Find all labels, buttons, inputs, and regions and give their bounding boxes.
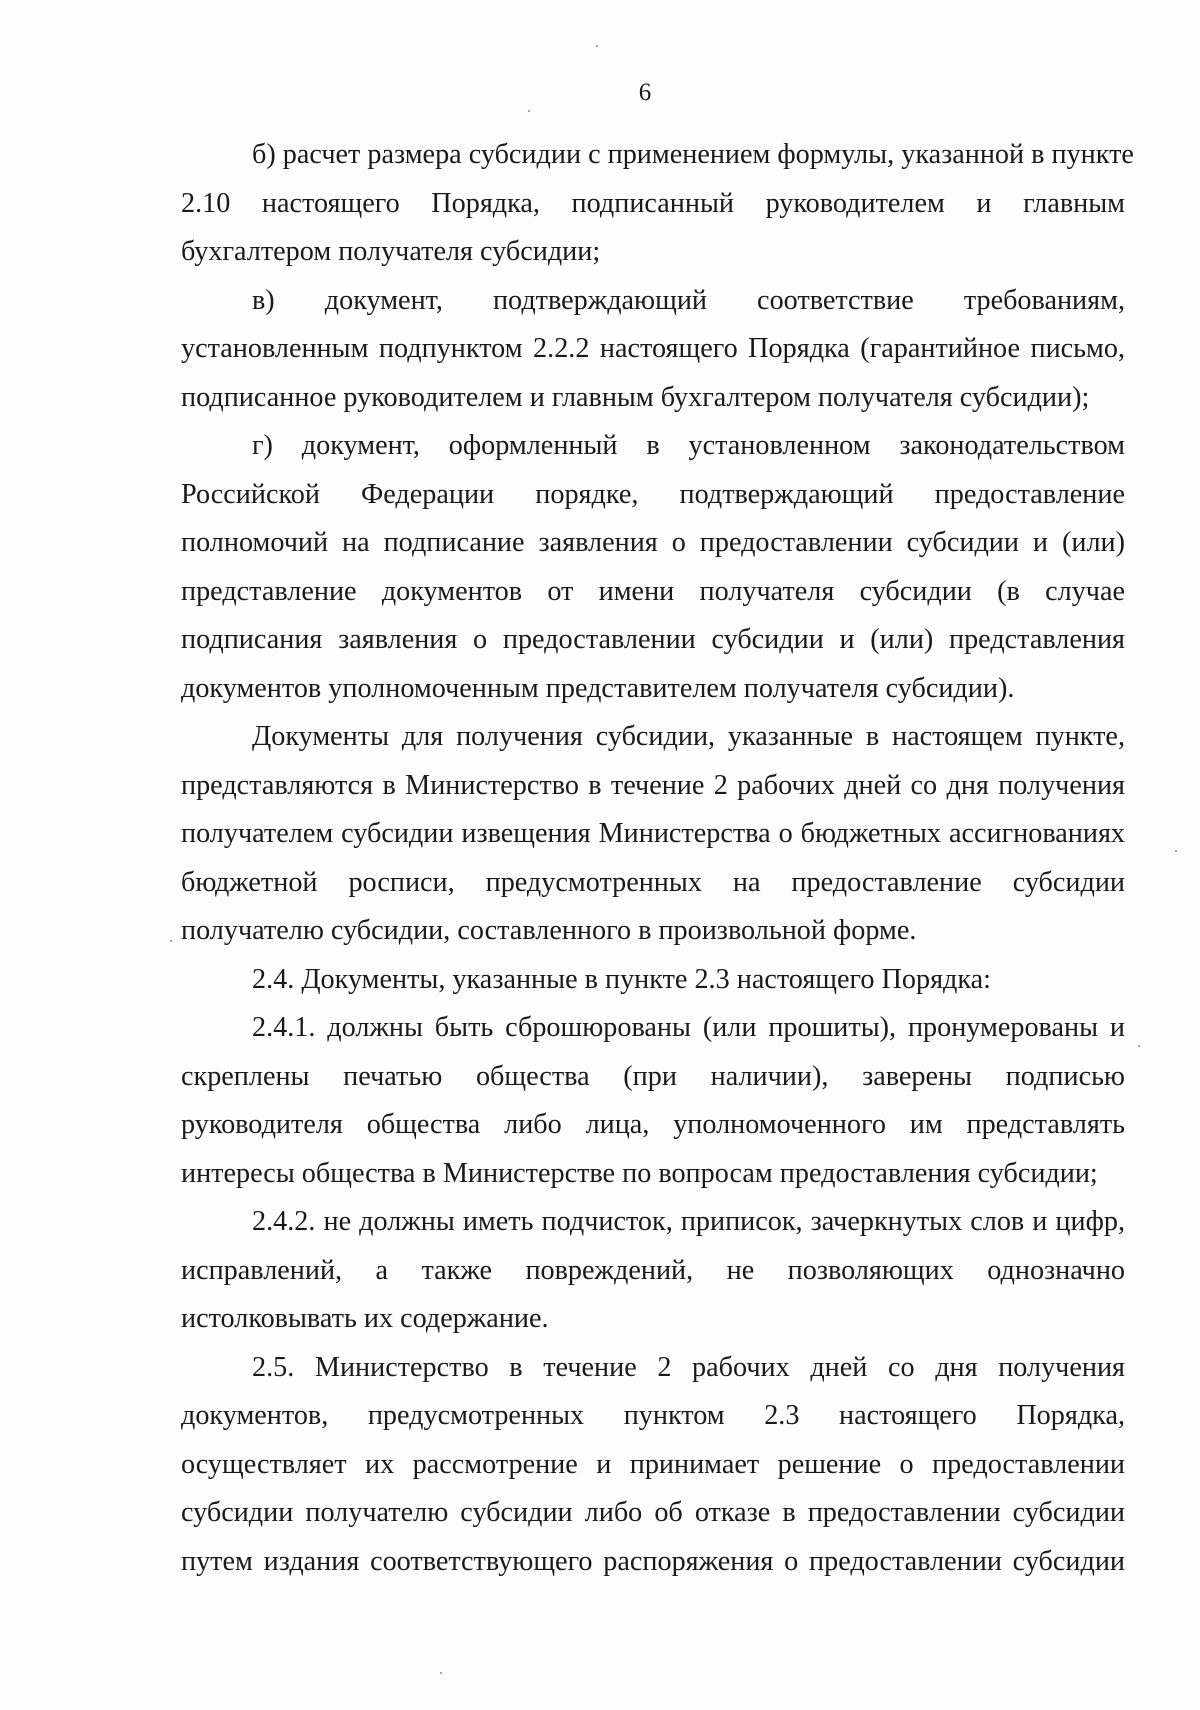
- scan-speck: [596, 45, 598, 47]
- text-line: интересы общества в Министерстве по вопросам предоставления субсидии;: [181, 1157, 1098, 1189]
- text-line: осуществляет их рассмотрение и принимает решение о предоставлении: [181, 1448, 1125, 1480]
- text-line: Российской Федерации порядке, подтверждающий предоставление: [181, 478, 1125, 510]
- text-line: полномочий на подписание заявления о предоставлении субсидии и (или): [181, 527, 1125, 558]
- text-line: представляются в Министерство в течение 2 рабочих дней со дня получения: [181, 769, 1125, 801]
- text-line: бюджетной росписи, предусмотренных на предоставление субсидии: [181, 866, 1125, 898]
- text-line: истолковывать их содержание.: [181, 1303, 549, 1334]
- text-line: исправлений, а также повреждений, не позволяющих однозначно: [181, 1254, 1125, 1286]
- text-line: путем издания соответствующего распоряжения о предоставлении субсидии: [181, 1545, 1125, 1577]
- text-line: субсидии получателю субсидии либо об отказе в предоставлении субсидии: [181, 1497, 1125, 1528]
- document-body: [181, 131, 1134, 1586]
- scan-speck: [170, 940, 172, 942]
- text-line: руководителя общества либо лица, уполномоченного им представлять: [181, 1109, 1125, 1140]
- text-line: 2.4.1. должны быть сброшюрованы (или прошиты), пронумерованы и: [252, 1012, 1125, 1043]
- text-line: бухгалтером получателя субсидии;: [181, 236, 601, 267]
- text-line: 2.4.2. не должны иметь подчисток, приписок, зачеркнутых слов и цифр,: [252, 1206, 1125, 1237]
- text-line: 2.4. Документы, указанные в пункте 2.3 настоящего Порядка:: [252, 963, 991, 995]
- text-line: 2.5. Министерство в течение 2 рабочих дней со дня получения: [252, 1351, 1125, 1383]
- scan-speck: [1175, 850, 1177, 852]
- text-line: подписанное руководителем и главным бухгалтером получателя субсидии);: [181, 381, 1090, 413]
- text-line: Документы для получения субсидии, указанные в настоящем пункте,: [252, 721, 1125, 752]
- text-line: представление документов от имени получателя субсидии (в случае: [181, 575, 1125, 607]
- scan-speck: [440, 1672, 442, 1674]
- scan-speck: [1138, 1045, 1140, 1047]
- page-number: 6: [638, 79, 652, 106]
- text-line: документов, предусмотренных пунктом 2.3 настоящего Порядка,: [181, 1400, 1125, 1431]
- text-line: подписания заявления о предоставлении субсидии и (или) представления: [181, 624, 1125, 655]
- text-line: установленным подпунктом 2.2.2 настоящего Порядка (гарантийное письмо,: [181, 333, 1125, 364]
- text-line: скреплены печатью общества (при наличии), заверены подписью: [181, 1060, 1125, 1092]
- text-line: в) документ, подтверждающий соответствие требованиям,: [252, 284, 1125, 316]
- text-line: г) документ, оформленный в установленном законодательством: [252, 430, 1125, 461]
- text-line: б) расчет размера субсидии с применением формулы, указанной в пункте: [252, 139, 1134, 170]
- scan-speck: [528, 110, 530, 112]
- text-line: получателю субсидии, составленного в произвольной форме.: [181, 915, 917, 946]
- text-line: документов уполномоченным представителем получателя субсидии).: [181, 672, 1015, 704]
- text-line: получателем субсидии извещения Министерства о бюджетных ассигнованиях: [181, 818, 1125, 849]
- text-line: 2.10 настоящего Порядка, подписанный руководителем и главным: [181, 187, 1125, 219]
